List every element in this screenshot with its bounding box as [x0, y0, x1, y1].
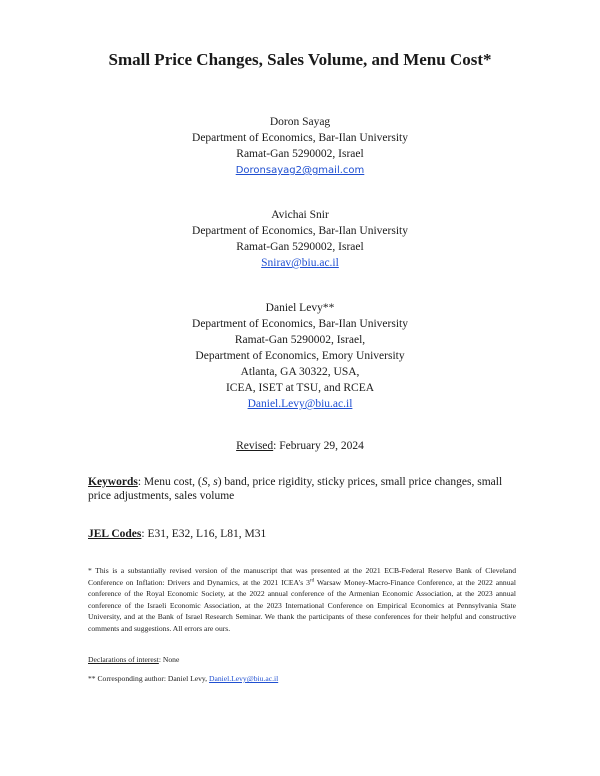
keywords-italic-s: s	[213, 476, 218, 488]
author-address-2: Atlanta, GA 30322, USA,	[240, 366, 360, 378]
jel-codes	[88, 528, 266, 540]
declarations-of-interest	[88, 655, 179, 664]
keywords-comma: ,	[207, 476, 214, 488]
footnote-text-rest: Warsaw Money-Macro-Finance Conference, at the 2022 annual conference of the Royal Economic Society, at the 2022 annual conference of the Armenian Economic Association, at the 2023 annual conference of the Israeli Economic Association, at the 2023 International Conference on Empirical Economics at Pennsylvania State University, and at the Bank of Israel Research Seminar. We thank the participants of these conferences for their helpful and constructive comments and suggestions. All errors are ours.	[88, 577, 516, 633]
keywords-text: : Menu cost, (	[137, 476, 202, 488]
author-affiliation: Department of Economics, Bar-Ilan University	[192, 225, 408, 237]
keywords-label: Keywords	[88, 476, 138, 488]
footnote-superscript: rd	[309, 577, 315, 583]
footnote-text: * This is a substantially revised version of the manuscript that was presented at the 2021 ECB-Federal Reserve Bank of Cleveland Conference on Inflation: Drivers and Dynamics, at the 2021 ICEA's 3	[88, 566, 516, 587]
footnote-acknowledgement	[88, 565, 516, 634]
author-address: Ramat-Gan 5290002, Israel	[236, 148, 364, 160]
author-affiliation-3: ICEA, ISET at TSU, and RCEA	[225, 382, 375, 394]
keywords-text-rest: ) band, price rigidity, sticky prices, small price changes, small price adjustments, sales volume	[88, 476, 503, 502]
author-block-3	[0, 300, 600, 412]
author-block-2	[0, 207, 600, 271]
author-affiliation: Department of Economics, Bar-Ilan University	[192, 318, 408, 330]
author-name: Daniel Levy**	[265, 302, 335, 314]
author-name: Avichai Snir	[271, 209, 329, 221]
author-email-link[interactable]: Daniel.Levy@biu.ac.il	[247, 398, 353, 410]
author-email-link[interactable]: Doronsayag2@gmail.com	[235, 165, 365, 176]
keywords-italic-S: S	[201, 476, 208, 488]
keywords-section	[88, 475, 518, 503]
declarations-value: : None	[158, 655, 180, 664]
author-block-1	[0, 114, 600, 179]
declarations-label: Declarations of interest	[88, 655, 159, 664]
paper-title: Small Price Changes, Sales Volume, and Menu Cost*	[108, 50, 492, 69]
jel-label: JEL Codes	[88, 528, 142, 540]
author-address: Ramat-Gan 5290002, Israel,	[234, 334, 366, 346]
author-name: Doron Sayag	[269, 116, 331, 128]
revised-date	[0, 440, 600, 452]
revised-label: Revised	[236, 440, 274, 452]
author-affiliation: Department of Economics, Bar-Ilan University	[192, 132, 408, 144]
author-email-link[interactable]: Snirav@biu.ac.il	[261, 257, 339, 269]
corresponding-email-link[interactable]: Daniel.Levy@biu.ac.il	[208, 674, 279, 683]
revised-value: : February 29, 2024	[273, 440, 364, 452]
author-affiliation-2: Department of Economics, Emory University	[195, 350, 405, 362]
corresponding-text: ** Corresponding author: Daniel Levy,	[88, 674, 209, 683]
jel-values: : E31, E32, L16, L81, M31	[141, 528, 267, 540]
corresponding-author-note	[88, 674, 278, 683]
author-address: Ramat-Gan 5290002, Israel	[236, 241, 364, 253]
